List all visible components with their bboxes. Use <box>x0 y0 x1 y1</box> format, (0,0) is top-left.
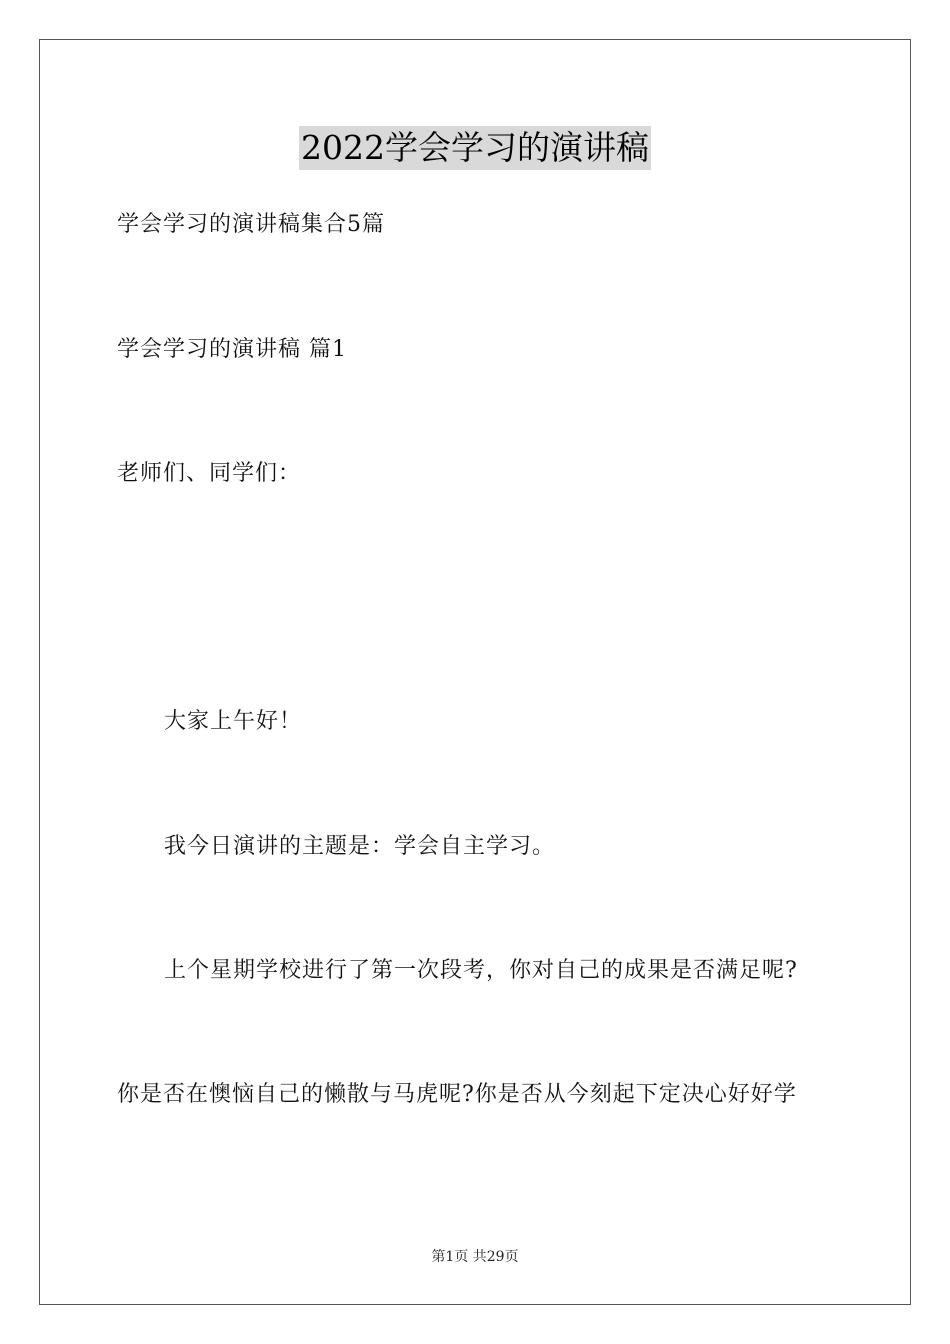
salutation: 老师们、同学们： <box>117 461 302 486</box>
document-title: 2022学会学习的演讲稿 <box>299 126 651 170</box>
paragraph-body-1: 上个星期学校进行了第一次段考，你对自己的成果是否满足呢? <box>164 958 798 983</box>
section-heading: 学会学习的演讲稿 篇1 <box>117 337 347 362</box>
paragraph-topic: 我今日演讲的主题是：学会自主学习。 <box>164 834 556 859</box>
collection-heading: 学会学习的演讲稿集合5篇 <box>117 212 385 237</box>
paragraph-body-2: 你是否在懊恼自己的懒散与马虎呢?你是否从今刻起下定决心好好学 <box>117 1082 797 1107</box>
title-container <box>0 126 950 170</box>
page-footer: 第1页 共29页 <box>431 1249 519 1265</box>
greeting: 大家上午好！ <box>164 709 303 734</box>
